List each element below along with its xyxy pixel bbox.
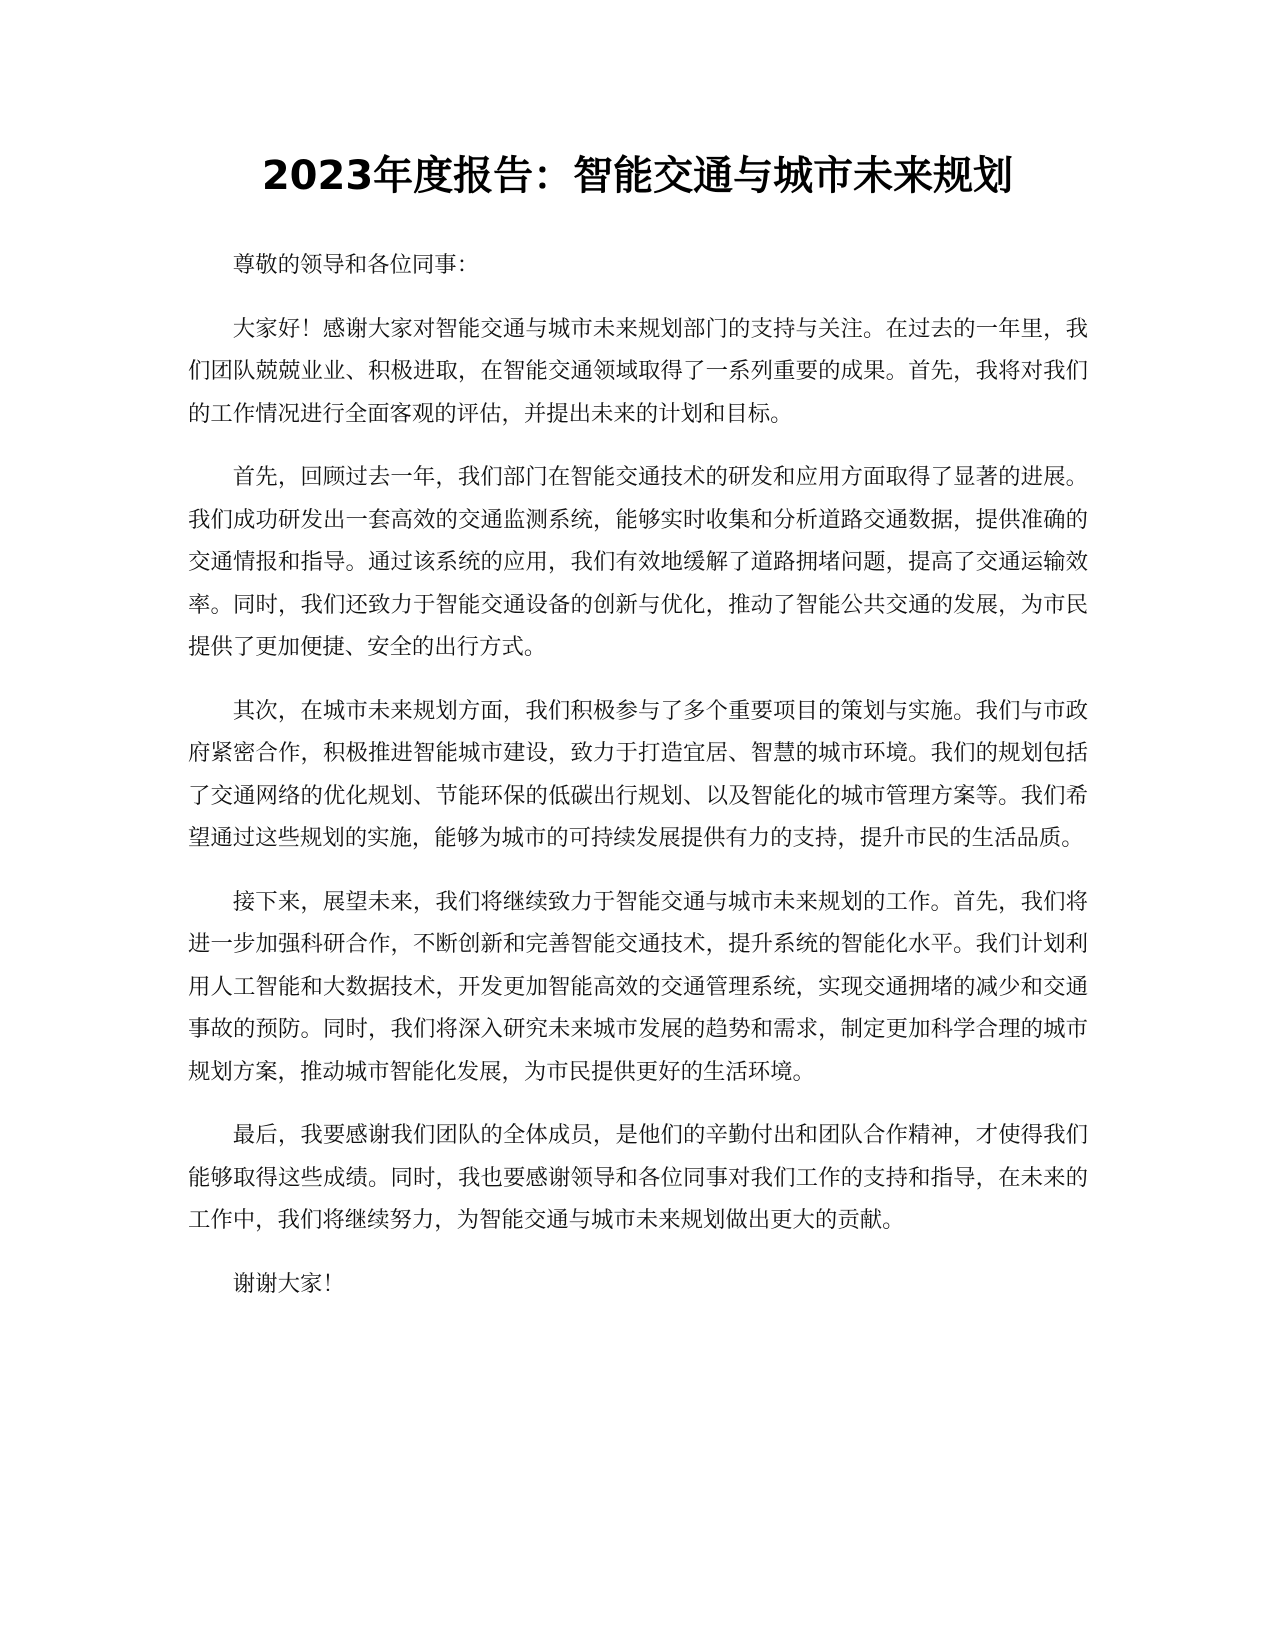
salutation-paragraph: 尊敬的领导和各位同事： (232, 252, 480, 278)
body-paragraph: 首先，回顾过去一年，我们部门在智能交通技术的研发和应用方面取得了显著的进展。我们成功研发出一套高效的交通监测系统，能够实时收集和分析道路交通数据，提供准确的交通情报和指导。通过该系统的应用，我们有效地缓解了道路拥堵问题，提高了交通运输效率。同时，我们还致力于智能交通设备的创新与优化，推动了智能公共交通的发展，为市民提供了更加便捷、安全的出行方式。 (188, 464, 1088, 660)
closing-paragraph: 谢谢大家！ (232, 1270, 345, 1297)
body-paragraph: 其次，在城市未来规划方面，我们积极参与了多个重要项目的策划与实施。我们与市政府紧密合作，积极推进智能城市建设，致力于打造宜居、智慧的城市环境。我们的规划包括了交通网络的优化规划、节能环保的低碳出行规划、以及智能化的城市管理方案等。我们希望通过这些规划的实施，能够为城市的可持续发展提供有力的支持，提升市民的生活品质。 (188, 697, 1088, 851)
document-title: 2023年度报告：智能交通与城市未来规划 (261, 153, 1014, 199)
body-paragraph: 接下来，展望未来，我们将继续致力于智能交通与城市未来规划的工作。首先，我们将进一步加强科研合作，不断创新和完善智能交通技术，提升系统的智能化水平。我们计划利用人工智能和大数据技术，开发更加智能高效的交通管理系统，实现交通拥堵的减少和交通事故的预防。同时，我们将深入研究未来城市发展的趋势和需求，制定更加科学合理的城市规划方案，推动城市智能化发展，为市民提供更好的生活环境。 (188, 888, 1088, 1085)
document-body (188, 244, 1088, 1326)
body-paragraph: 大家好！感谢大家对智能交通与城市未来规划部门的支持与关注。在过去的一年里，我们团队兢兢业业、积极进取，在智能交通领域取得了一系列重要的成果。首先，我将对我们的工作情况进行全面客观的评估，并提出未来的计划和目标。 (188, 315, 1088, 427)
body-paragraph: 最后，我要感谢我们团队的全体成员，是他们的辛勤付出和团队合作精神，才使得我们能够取得这些成绩。同时，我也要感谢领导和各位同事对我们工作的支持和指导，在未来的工作中，我们将继续努力，为智能交通与城市未来规划做出更大的贡献。 (188, 1122, 1088, 1233)
